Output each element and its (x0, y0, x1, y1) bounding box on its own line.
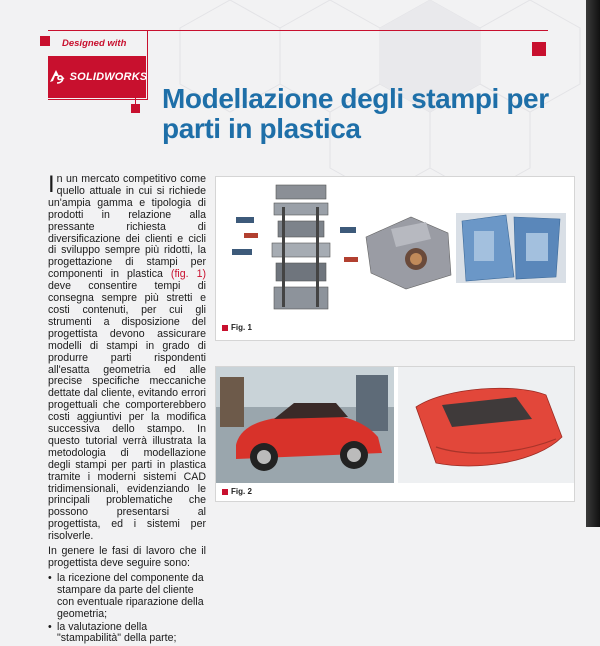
figure-2-caption (222, 487, 252, 496)
article-body (48, 171, 206, 646)
figure-reference: (fig. 1) (170, 268, 206, 281)
mold-illustration (216, 177, 574, 317)
figure-2-label: Fig. 2 (231, 487, 252, 496)
paragraph-phases: In genere le fasi di lavoro che il progettista deve seguire sono: (48, 545, 206, 569)
brand-square-bottom (131, 104, 140, 113)
caption-square-icon (222, 325, 228, 331)
solidworks-ds-icon (47, 67, 67, 87)
car-body-model (398, 367, 574, 483)
phases-list (48, 573, 206, 645)
car-photo (216, 367, 394, 483)
dropcap: I (48, 171, 55, 198)
figure-1-caption (222, 323, 252, 332)
page-edge-strip (586, 0, 600, 527)
paragraph-intro-text: n un mercato competitivo come quello attuale in cui si richiede un'ampia gamma e tipologia di prodotti in relazione alla pressante richiesta di diversificazione dei clienti e cicli di sviluppo sempre più ridotti, la progettazione di stampi per componenti in plastica (48, 173, 206, 281)
paragraph-intro-continued: deve consentire tempi di consegna sempre più stretti e costi contenuti, per cui gli strumenti a disposizione del progettista devono assicurare modelli di stampi in grado di produrre parti rispondenti all'esatta geometria ed alle precise specifiche meccaniche dettate dal cliente, evitando errori progettuali che comporterebbero costi aggiuntivi per la modifica successiva dello stampo. In questo tutorial verrà illustrata la metodologia di modellazione degli stampi per parti in plastica tramite i moderni sistemi CAD tridimensionali, evidenziando le principali problematiche che possono presentarsi al progettista, ed i sistemi per risolverle. (48, 280, 206, 543)
figure-2 (215, 366, 575, 502)
brand-tick (135, 87, 136, 105)
list-item: • la ricezione del componente da stampare da parte del cliente con eventuale riparazione della geometria; (48, 573, 206, 621)
figure-1-label: Fig. 1 (231, 323, 252, 332)
article-title: Modellazione degli stampi per parti in plastica (162, 83, 549, 144)
rendered-mold (456, 213, 566, 283)
cavity-insert (366, 217, 451, 289)
solidworks-wordmark: SOLIDWORKS (69, 71, 148, 83)
car-illustration (216, 367, 574, 483)
exploded-mold-assembly (232, 185, 358, 309)
designed-with-label: Designed with (62, 38, 127, 49)
figure-1 (215, 176, 575, 341)
list-item: • la valutazione della "stampabilità" della parte; (48, 622, 206, 646)
paragraph-intro (48, 171, 206, 543)
solidworks-logo (48, 56, 146, 98)
brand-square-right (532, 42, 546, 56)
caption-square-icon (222, 489, 228, 495)
